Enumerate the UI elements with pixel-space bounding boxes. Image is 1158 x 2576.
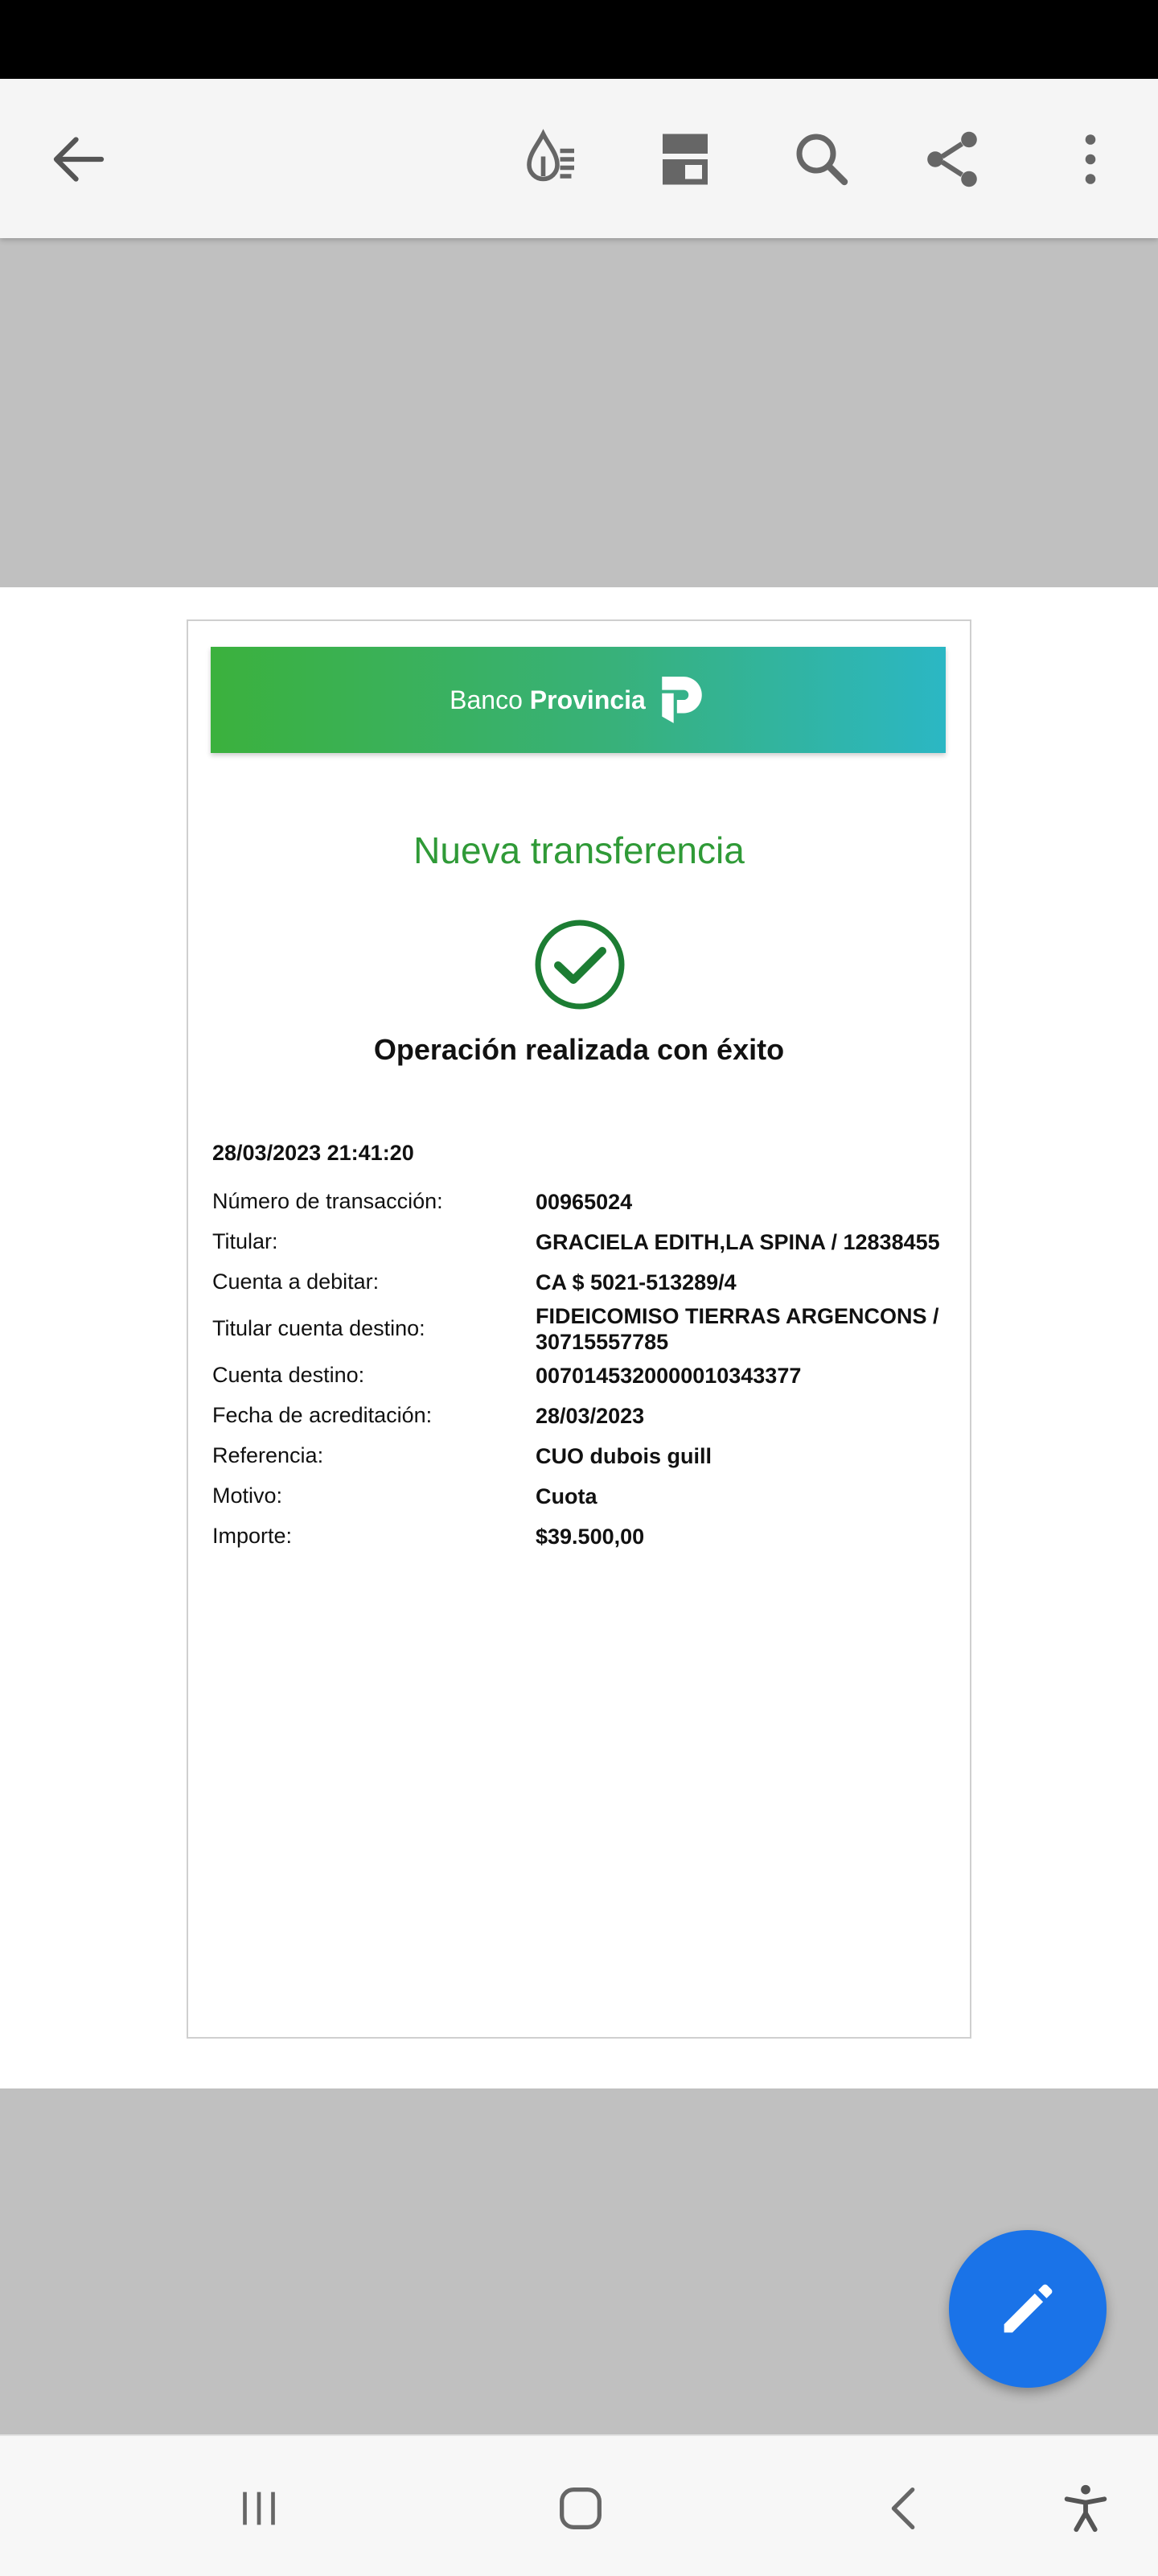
home-icon[interactable]	[540, 2468, 621, 2549]
detail-value: 0070145320000010343377	[536, 1364, 802, 1388]
detail-value: Cuota	[536, 1484, 597, 1508]
transaction-datetime: 28/03/2023 21:41:20	[212, 1141, 414, 1165]
detail-label: Fecha de acreditación:	[212, 1403, 433, 1427]
detail-value: CUO dubois guill	[536, 1444, 712, 1468]
detail-value: CA $ 5021-513289/4	[536, 1270, 737, 1294]
bank-name-regular: Banco	[450, 685, 523, 714]
share-icon[interactable]	[912, 119, 992, 200]
edit-fab-button[interactable]	[949, 2230, 1107, 2388]
status-bar	[0, 0, 1158, 79]
detail-label: Número de transacción:	[212, 1189, 443, 1213]
detail-value: $39.500,00	[536, 1525, 645, 1549]
reading-mode-icon[interactable]	[511, 119, 592, 200]
detail-label: Referencia:	[212, 1443, 324, 1467]
detail-value: FIDEICOMISO TIERRAS ARGENCONS / 30715557785	[536, 1304, 939, 1354]
top-toolbar	[0, 79, 1158, 238]
recent-apps-icon[interactable]	[219, 2468, 299, 2549]
detail-value: 28/03/2023	[536, 1404, 645, 1428]
accessibility-icon[interactable]	[1045, 2468, 1126, 2549]
page-layout-icon[interactable]	[645, 119, 725, 200]
detail-label: Titular cuenta destino:	[212, 1316, 425, 1340]
system-nav-bar	[0, 2434, 1158, 2576]
detail-value: GRACIELA EDITH,LA SPINA / 12838455	[536, 1230, 940, 1254]
edit-pencil-icon	[992, 2274, 1063, 2344]
nav-back-icon[interactable]	[865, 2468, 946, 2549]
more-options-icon[interactable]	[1050, 119, 1131, 200]
search-icon[interactable]	[782, 119, 862, 200]
detail-value: 00965024	[536, 1190, 633, 1214]
bank-name	[450, 685, 646, 715]
back-arrow-icon[interactable]	[39, 119, 119, 200]
bank-logo-icon	[657, 673, 707, 726]
detail-label: Titular:	[212, 1229, 278, 1253]
page-title: Nueva transferencia	[413, 829, 745, 871]
success-message: Operación realizada con éxito	[373, 1033, 785, 1066]
bank-header-banner	[211, 647, 946, 753]
detail-label: Importe:	[212, 1524, 293, 1548]
detail-label: Motivo:	[212, 1483, 283, 1508]
bank-name-bold: Provincia	[529, 685, 646, 714]
success-check-icon	[534, 919, 626, 1010]
detail-label: Cuenta a debitar:	[212, 1269, 380, 1294]
detail-label: Cuenta destino:	[212, 1363, 365, 1387]
